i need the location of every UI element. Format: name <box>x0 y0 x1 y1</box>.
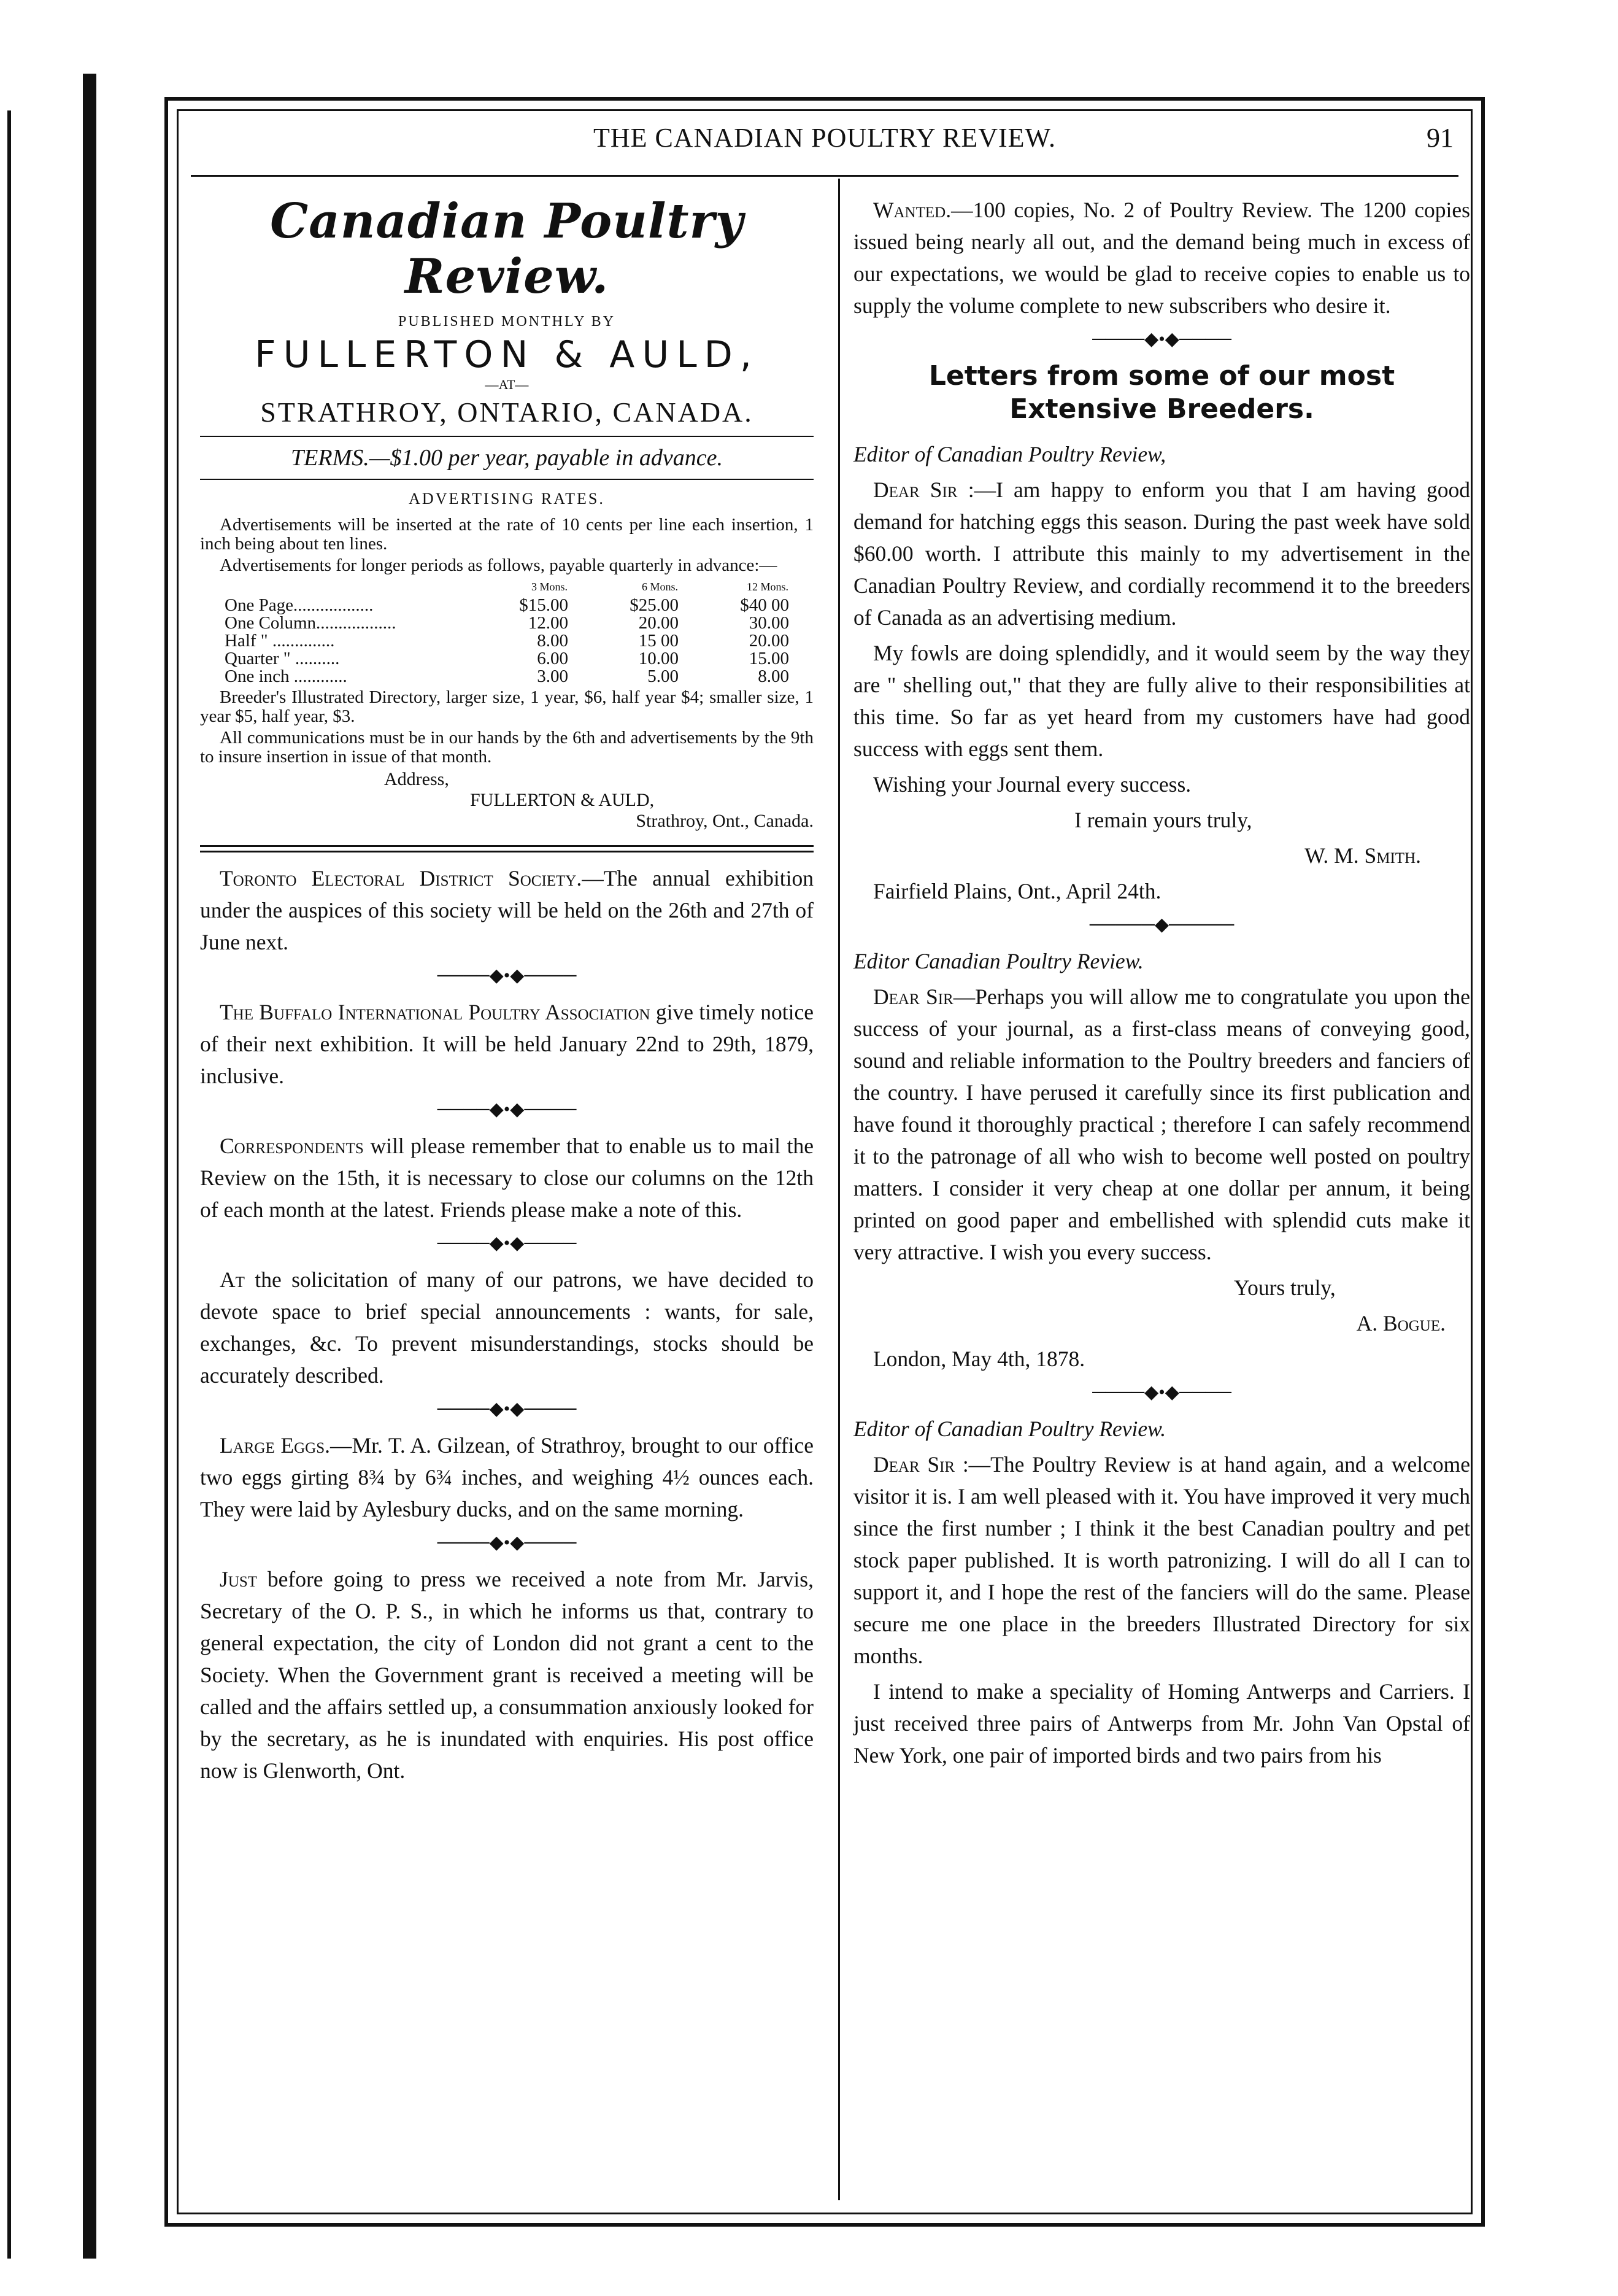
ornament-dash <box>200 962 814 990</box>
ornament-dash <box>200 1096 814 1124</box>
news-item <box>200 1563 814 1787</box>
rates-cell: 12.00 <box>528 613 568 633</box>
rates-cell: $25.00 <box>630 595 679 615</box>
rates-cell: 5.00 <box>647 667 679 686</box>
ornament-icon: ────◆•◆──── <box>437 1533 577 1553</box>
rates-label: Half " .............. <box>225 631 335 651</box>
item-lead: Correspondents <box>220 1134 364 1158</box>
rates-cell: 10.00 <box>638 649 679 668</box>
rates-row <box>225 614 789 632</box>
letter-body <box>853 981 1470 1268</box>
ornament-icon: ────◆•◆──── <box>1092 1382 1231 1402</box>
letter-place-date: London, May 4th, 1878. <box>873 1347 1085 1371</box>
left-column <box>200 194 814 1790</box>
letter-text: :—The Poultry Review is at hand again, and a welcome visitor it is. I am well pleased with it. You have improved it very much since the first number ; I think it the best Canadian poultry and pet stock paper published. It is worth patronizing. I will do all I can to support it, and I hope the rest of the fanciers will do the same. Please secure me one place in the breeders Illustrated Directory for six months. <box>853 1452 1470 1668</box>
item-text: will please remember that to enable us to mail the Review on the 15th, it is necessary to close our columns on the 12th of each month at the latest. Friends please make a note of this. <box>200 1134 814 1222</box>
rates-col-header: 6 Mons. <box>641 581 678 593</box>
news-item <box>200 1264 814 1391</box>
published-by: PUBLISHED MONTHLY BY <box>398 314 616 330</box>
news-item <box>200 1130 814 1226</box>
at-line: —AT— <box>485 377 529 392</box>
rates-row <box>225 597 789 614</box>
rule <box>200 479 814 480</box>
letter-paragraph: My fowls are doing splendidly, and it would seem by the way they are " shelling out," that they are fully alive to their responsibilities at this time. So far as yet heard from my customers have had good success with eggs sent them. <box>853 641 1470 761</box>
item-lead: Large Eggs. <box>220 1433 331 1458</box>
item-lead: The Buffalo International Poultry Association <box>220 1000 650 1024</box>
ad-paragraph: All communications must be in our hands by the 6th and advertisements by the 9th to insure insertion in issue of that month. <box>200 728 814 767</box>
rule <box>200 436 814 437</box>
ornament-dash <box>853 1378 1470 1407</box>
item-text: the solicitation of many of our patrons, we have decided to devote space to brief special announcements : wants, for sale, exchanges, &c. To prevent misunderstandings, stocks should be accurately described. <box>200 1267 814 1388</box>
ornament-dash <box>853 911 1470 939</box>
item-text: —Mr. T. A. Gilzean, of Strathroy, brought to our office two eggs girting 8¾ by 6¾ inches, and weighing 4½ ounces each. They were laid by Aylesbury ducks, and on the same morning. <box>200 1433 814 1521</box>
ornament-dash <box>200 1395 814 1423</box>
terms: TERMS.—$1.00 per year, payable in advance. <box>291 445 723 471</box>
address-name: FULLERTON & AULD, <box>470 790 655 810</box>
page-frame-inner <box>177 109 1473 2214</box>
ornament-dash <box>853 325 1470 354</box>
letter-paragraph: I intend to make a speciality of Homing Antwerps and Carriers. I just received three pairs of Antwerps from Mr. John Van Opstal of New York, one pair of imported birds and two pairs from his <box>853 1679 1470 1768</box>
ornament-icon: ────◆•◆──── <box>437 1399 577 1419</box>
rates-cell: 3.00 <box>537 667 568 686</box>
rates-col-header: 3 Mons. <box>531 581 568 593</box>
rates-cell: 20.00 <box>749 631 789 651</box>
rates-row <box>225 650 789 668</box>
item-text: —100 copies, No. 2 of Poultry Review. The 1200 copies issued being nearly all out, and the demand being much in excess of our expectations, we would be glad to receive copies to enable us to supply the volume complete to new subscribers who desire it. <box>853 198 1470 318</box>
rates-cell: 20.00 <box>638 613 679 633</box>
header-rule <box>191 175 1458 177</box>
section-double-rule <box>200 845 814 852</box>
rates-col-header: 12 Mons. <box>746 581 788 593</box>
rates-label: One Column.................. <box>225 613 396 633</box>
rates-cell: 30.00 <box>749 613 789 633</box>
publisher-city: STRATHROY, ONTARIO, CANADA. <box>260 396 753 428</box>
item-lead: Wanted. <box>873 198 952 222</box>
page-frame <box>164 97 1485 2227</box>
item-text: give timely notice of their next exhibition. It will be held January 22nd to 29th, 1879, inclusive. <box>200 1000 814 1088</box>
running-header: THE CANADIAN POULTRY REVIEW. <box>593 123 1056 153</box>
letter-body <box>853 474 1470 633</box>
column-rule <box>838 179 840 2200</box>
letter-addressee: Editor Canadian Poultry Review. <box>853 949 1144 973</box>
address-label: Address, <box>384 769 449 789</box>
rates-cell: $15.00 <box>519 595 568 615</box>
letter-close: Yours truly, <box>1234 1275 1336 1300</box>
wanted-notice <box>853 194 1470 322</box>
masthead-title: Canadian Poultry Review. <box>270 193 744 304</box>
news-item <box>200 862 814 958</box>
rates-cell: $40 00 <box>740 595 789 615</box>
ornament-dash <box>200 1229 814 1258</box>
letter-place-date: Fairfield Plains, Ont., April 24th. <box>873 879 1161 903</box>
ornament-icon: ────◆•◆──── <box>437 1233 577 1253</box>
letters-heading: Letters from some of our most Extensive Breeders. <box>928 360 1395 425</box>
item-text: —The annual exhibition under the auspices of this society will be held on the 26th and 27th of June next. <box>200 866 814 954</box>
publisher-name: FULLERTON & AULD, <box>255 333 759 376</box>
page-number: 91 <box>1427 123 1454 153</box>
letter-addressee: Editor of Canadian Poultry Review. <box>853 1417 1166 1441</box>
rates-cell: 8.00 <box>758 667 789 686</box>
ornament-icon: ────◆•◆──── <box>437 1099 577 1119</box>
letter-salutation: Dear Sir <box>873 1452 955 1477</box>
ornament-icon: ─────◆───── <box>1089 914 1235 935</box>
rates-cell: 15.00 <box>749 649 789 668</box>
item-text: before going to press we received a note from Mr. Jarvis, Secretary of the O. P. S., in which he informs us that, contrary to general expectation, the city of London did not grant a cent to the Society. When the Government grant is received a meeting will be called and the affairs settled up, a consummation anxiously looked for by the secretary, as he is inundated with enquiries. His post office now is Glenworth, Ont. <box>200 1567 814 1783</box>
ornament-icon: ────◆•◆──── <box>437 965 577 986</box>
rates-row <box>225 668 789 686</box>
rates-row <box>225 632 789 650</box>
letter-signature: A. Bogue. <box>1356 1311 1446 1335</box>
rates-label: One Page.................. <box>225 595 374 615</box>
letter-salutation: Dear Sir <box>873 477 958 502</box>
scan-edge-line <box>7 110 11 2259</box>
ornament-icon: ────◆•◆──── <box>1092 329 1231 349</box>
rates-cell: 15 00 <box>638 631 679 651</box>
letter-text: —Perhaps you will allow me to congratulate you upon the success of your journal, as a first-class means of conveying good, sound and reliable information to the Poultry breeders and fanciers of the country. I have perused it carefully since its first publication and have found it thoroughly practical ; therefore I can safely recommend it to the patronage of all who wish to become well posted on poultry matters. I consider it very cheap at one dollar per annum, it being printed on good paper and embellished with splendid cuts make it very attractive. I wish you every success. <box>853 984 1470 1264</box>
letter-salutation: Dear Sir <box>873 984 953 1009</box>
item-lead: Toronto Electoral District Society. <box>220 866 582 891</box>
item-lead: Just <box>220 1567 258 1591</box>
rates-label: Quarter " .......... <box>225 649 340 668</box>
binding-bar <box>83 74 96 2259</box>
letter-body <box>853 1448 1470 1672</box>
item-lead: At <box>220 1267 245 1292</box>
ad-paragraph: Advertisements for longer periods as follows, payable quarterly in advance:— <box>220 555 777 575</box>
news-item <box>200 996 814 1092</box>
letter-text: :—I am happy to enform you that I am having good demand for hatching eggs this season. During the past week have sold $60.00 worth. I attribute this mainly to my advertisement in the Canadian Poultry Review, and cordially recommend it to the breeders of Canada as an advertising medium. <box>853 477 1470 630</box>
rates-header-row <box>225 578 789 597</box>
ad-paragraph: Advertisements will be inserted at the rate of 10 cents per line each insertion, 1 inch being about ten lines. <box>200 515 814 554</box>
letter-close: I remain yours truly, <box>1074 808 1252 832</box>
letter-signature: W. M. Smith. <box>1304 843 1421 868</box>
letter-paragraph: Wishing your Journal every success. <box>873 772 1192 797</box>
ornament-dash <box>200 1529 814 1557</box>
advertising-rates-title: ADVERTISING RATES. <box>409 490 605 508</box>
rates-cell: 8.00 <box>537 631 568 651</box>
ad-paragraph: Breeder's Illustrated Directory, larger size, 1 year, $6, half year $4; smaller size, 1 year $5, half year, $3. <box>200 687 814 726</box>
rates-label: One inch ............ <box>225 667 347 686</box>
letter-addressee: Editor of Canadian Poultry Review, <box>853 442 1166 466</box>
rates-cell: 6.00 <box>537 649 568 668</box>
news-item <box>200 1429 814 1525</box>
rates-table <box>225 578 789 686</box>
address-place: Strathroy, Ont., Canada. <box>636 811 814 831</box>
right-column <box>853 194 1470 1775</box>
